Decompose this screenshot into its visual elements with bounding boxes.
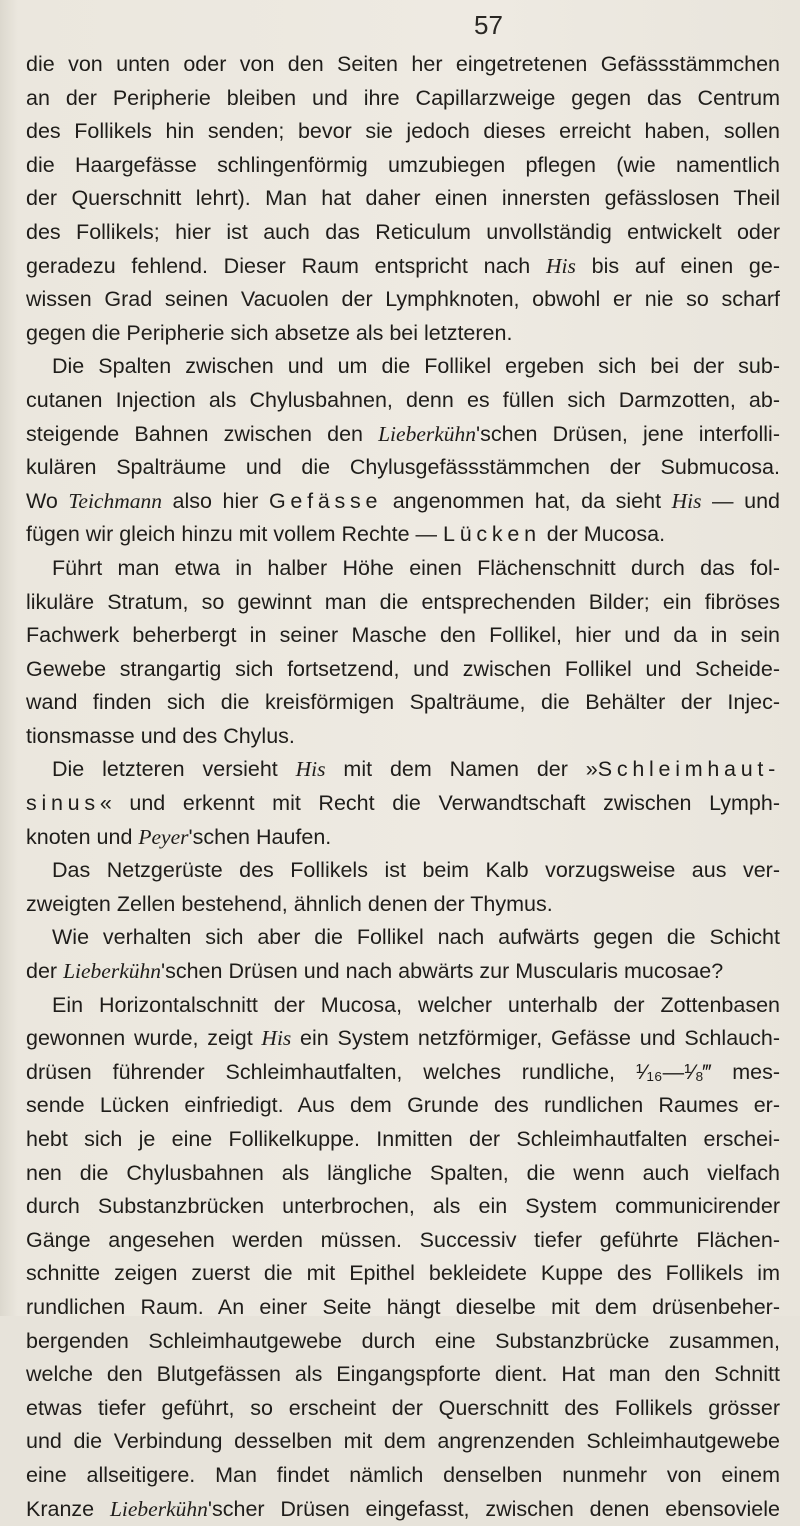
text-run: 'schen Haufen.	[188, 824, 332, 849]
text-line	[26, 619, 780, 653]
text-run: Kranze	[26, 1496, 110, 1521]
text-run: cutanen Injection als Chylusbahnen, denn es füllen sich Darmzotten, ab-	[26, 387, 780, 412]
text-run: ein System netzförmiger, Gefässe und Schlauch-	[291, 1026, 780, 1051]
text-run: durch Substanzbrücken unterbrochen, als ein System communicirender	[26, 1194, 780, 1219]
text-line	[26, 753, 780, 787]
text-line	[26, 1089, 780, 1123]
spaced-emphasis: Lücken	[443, 522, 541, 547]
text-run: schnitte zeigen zuerst die mit Epithel bekleidete Kuppe des Follikels im	[26, 1261, 780, 1286]
text-line	[26, 216, 780, 250]
text-line	[26, 1056, 780, 1090]
text-line	[26, 720, 780, 754]
text-line	[26, 1493, 780, 1526]
text-run: welche den Blutgefässen als Eingangspforte dient. Hat man den Schnitt	[26, 1362, 780, 1387]
italic-name: Lieberkühn	[63, 959, 161, 984]
text-line	[26, 384, 780, 418]
text-run: nen die Chylusbahnen als längliche Spalten, die wenn auch vielfach	[26, 1160, 780, 1185]
italic-name: His	[261, 1026, 292, 1051]
text-run: Gänge angesehen werden müssen. Successiv tiefer geführte Flächen-	[26, 1227, 780, 1252]
text-run: der Querschnitt lehrt). Man hat daher einen innersten gefässlosen Theil	[26, 186, 780, 211]
text-run: likuläre Stratum, so gewinnt man die entsprechenden Bilder; ein fibröses	[26, 589, 780, 614]
text-run: knoten und	[26, 824, 139, 849]
text-line	[26, 821, 780, 855]
text-line	[26, 518, 780, 552]
text-run: — und	[701, 488, 780, 513]
text-line	[26, 1123, 780, 1157]
text-line	[26, 586, 780, 620]
text-run: die von unten oder von den Seiten her eingetretenen Gefässstämmchen	[26, 52, 780, 76]
text-run: mit dem Namen der »	[325, 757, 598, 782]
text-line	[26, 955, 780, 989]
text-line	[26, 1425, 780, 1459]
text-run: eine allseitigere. Man findet nämlich denselben nunmehr von einem	[26, 1462, 780, 1487]
text-line	[26, 182, 780, 216]
text-line	[26, 888, 780, 922]
text-run: Die letzteren versieht	[52, 757, 296, 782]
text-run: Das Netzgerüste des Follikels ist beim Kalb vorzugsweise aus ver-	[52, 858, 780, 883]
text-run: fügen wir gleich hinzu mit vollem Rechte —	[26, 522, 444, 547]
text-line	[26, 115, 780, 149]
text-line	[26, 418, 780, 452]
text-line	[26, 451, 780, 485]
text-run: « und erkennt mit Recht die Verwandtschaft zwischen Lymph-	[99, 791, 780, 816]
text-run: Wie verhalten sich aber die Follikel nach aufwärts gegen die Schicht	[52, 925, 780, 950]
text-line	[26, 1257, 780, 1291]
text-line	[26, 1358, 780, 1392]
spaced-emphasis: sinus	[26, 791, 100, 816]
text-line	[26, 989, 780, 1023]
text-line	[26, 485, 780, 519]
text-run: 'schen Drüsen und nach abwärts zur Muscularis mucosae?	[161, 959, 724, 984]
text-run: 'schen Drüsen, jene interfolli-	[476, 421, 780, 446]
text-line	[26, 1224, 780, 1258]
text-line	[26, 1157, 780, 1191]
text-run: bis auf einen ge-	[575, 253, 780, 278]
text-run: des Follikels hin senden; bevor sie jedoch dieses erreicht haben, sollen	[26, 119, 780, 144]
italic-name: Teichmann	[68, 488, 162, 513]
text-run: Ein Horizontalschnitt der Mucosa, welcher unterhalb der Zottenbasen	[52, 992, 780, 1017]
text-run: kulären Spalträume und die Chylusgefässstämmchen der Submucosa.	[26, 455, 780, 480]
italic-name: His	[546, 253, 576, 278]
body-text	[26, 48, 780, 1526]
text-run: 'scher Drüsen eingefasst, zwischen denen ebensoviele	[207, 1496, 780, 1521]
text-line	[26, 82, 780, 116]
text-run: und die Verbindung desselben mit dem angrenzenden Schleimhautgewebe	[26, 1429, 780, 1454]
page-number: 57	[474, 10, 503, 40]
text-line	[26, 1459, 780, 1493]
text-run: des Follikels; hier ist auch das Reticulum unvollständig entwickelt oder	[26, 219, 780, 244]
text-line	[26, 552, 780, 586]
text-run: sende Lücken einfriedigt. Aus dem Grunde des rundlichen Raumes er-	[26, 1093, 780, 1118]
text-line	[26, 317, 780, 351]
italic-name: Lieberkühn	[109, 1496, 208, 1521]
text-line	[26, 653, 780, 687]
text-line	[26, 1190, 780, 1224]
text-run: drüsen führender Schleimhautfalten, welches rundliche, ¹⁄₁₆—¹⁄₈‴ mes-	[26, 1059, 780, 1084]
text-run: wissen Grad seinen Vacuolen der Lymphknoten, obwohl er nie so scharf	[26, 287, 780, 312]
text-line	[26, 1022, 780, 1056]
text-line	[26, 686, 780, 720]
italic-name: Lieberkühn	[378, 421, 477, 446]
spaced-emphasis: Gefässe	[268, 488, 383, 513]
text-run: Fachwerk beherbergt in seiner Masche den Follikel, hier und da in sein	[26, 623, 780, 648]
italic-name: His	[671, 488, 702, 513]
text-run: bergenden Schleimhautgewebe durch eine Substanzbrücke zusammen,	[26, 1328, 780, 1353]
text-run: hebt sich je eine Follikelkuppe. Inmitten der Schleimhautfalten erschei-	[26, 1127, 780, 1151]
text-run: der	[26, 959, 64, 984]
text-line	[26, 1291, 780, 1325]
text-run: also hier	[162, 488, 269, 513]
spaced-emphasis: Schleimhaut-	[597, 757, 780, 782]
text-run: zweigten Zellen bestehend, ähnlich denen der Thymus.	[26, 891, 553, 916]
text-run: Gewebe strangartig sich fortsetzend, und zwischen Follikel und Scheide-	[26, 656, 780, 681]
text-line	[26, 250, 780, 284]
text-run: geradezu fehlend. Dieser Raum entspricht nach	[26, 253, 547, 278]
text-line	[26, 1392, 780, 1426]
text-run: Führt man etwa in halber Höhe einen Flächenschnitt durch das fol-	[52, 555, 780, 580]
text-run: wand finden sich die kreisförmigen Spalträume, die Behälter der Injec-	[26, 690, 780, 715]
italic-name: Peyer	[138, 824, 189, 849]
text-run: Wo	[26, 488, 69, 513]
text-run: die Haargefässe schlingenförmig umzubiegen pflegen (wie namentlich	[26, 152, 780, 177]
text-run: Die Spalten zwischen und um die Follikel ergeben sich bei der sub-	[52, 354, 780, 379]
italic-name: His	[295, 757, 326, 782]
text-run: tionsmasse und des Chylus.	[26, 723, 295, 748]
text-run: rundlichen Raum. An einer Seite hängt dieselbe mit dem drüsenbeher-	[26, 1294, 780, 1319]
text-run: der Mucosa.	[540, 522, 666, 547]
text-line	[26, 350, 780, 384]
text-line	[26, 854, 780, 888]
text-run: angenommen hat, da sieht	[382, 488, 672, 513]
text-run: gewonnen wurde, zeigt	[26, 1026, 262, 1051]
text-run: gegen die Peripherie sich absetze als bei letzteren.	[26, 320, 513, 345]
text-line	[26, 787, 780, 821]
text-run: steigende Bahnen zwischen den	[26, 421, 379, 446]
text-line	[26, 1325, 780, 1359]
text-line	[26, 48, 780, 82]
text-line	[26, 921, 780, 955]
text-run: etwas tiefer geführt, so erscheint der Querschnitt des Follikels grösser	[26, 1395, 780, 1420]
text-line	[26, 283, 780, 317]
text-line	[26, 149, 780, 183]
text-run: an der Peripherie bleiben und ihre Capillarzweige gegen das Centrum	[26, 85, 780, 110]
